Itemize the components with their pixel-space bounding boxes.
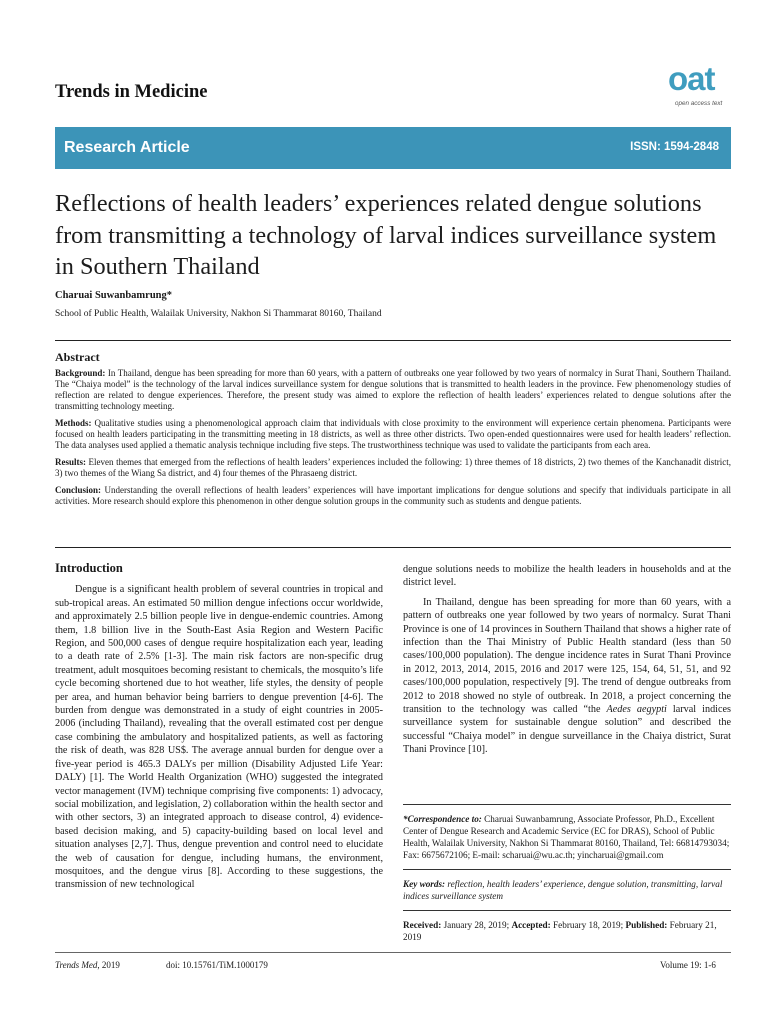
footer-journal-abbr: Trends Med xyxy=(55,960,98,970)
abstract-conclusion xyxy=(55,485,731,507)
intro-p3-species: Aedes aegypti xyxy=(606,704,667,716)
article-type-banner xyxy=(55,127,731,169)
footer-volume: Volume 19: 1-6 xyxy=(660,960,716,970)
footer-year: , 2019 xyxy=(97,960,120,970)
keywords xyxy=(403,878,731,902)
author-name: Charuai Suwanbamrung* xyxy=(55,290,172,301)
abstract-background xyxy=(55,368,731,412)
journal-title: Trends in Medicine xyxy=(55,82,208,102)
divider-abstract xyxy=(55,547,731,548)
keywords-label: Key words: xyxy=(403,879,446,889)
methods-label: Methods: xyxy=(55,418,92,428)
publisher-logo[interactable] xyxy=(668,60,734,110)
abstract-results xyxy=(55,457,731,479)
issn-label: ISSN: 1594-2848 xyxy=(630,141,719,153)
correspondence-text: Charuai Suwanbamrung, Associate Professor, Ph.D., Excellent Center of Dengue Research and Academic Service (EC for DRAS), School of Public Health, Walailak University, Nakhon Si Thammarat 80160, Thailand, Tel: 66814793034; Fax: 6675672106; E-mail: scharuai@wu.ac.th; yincharuai@gmail.com xyxy=(403,814,730,860)
article-type-label: Research Article xyxy=(64,139,190,156)
introduction-heading: Introduction xyxy=(55,561,123,575)
logo-subtitle: open access text xyxy=(675,100,723,107)
intro-p3-after: larval indices surveillance system for sustainable dengue solution” and described the successful “Chaiya model” in dengue surveillance in the Chaiya district, Surat Thani Province [10]. xyxy=(403,704,732,756)
correspondence-label: *Correspondence to: xyxy=(403,814,482,824)
methods-text: Qualitative studies using a phenomenological approach claim that individuals with close proximity to the environment will experience certain phenomena. Participants were focused on health leaders participating in the transmitting meeting in 18 districts, as well as three other districts. Two open-ended questionnaires were used for health leaders’ reflection. The data analyses used applied a thematic analysis technique including five steps. The trustworthiness technique was used to validate the participants from each area. xyxy=(55,418,732,450)
conclusion-label: Conclusion: xyxy=(55,485,102,495)
intro-paragraph-3 xyxy=(403,596,731,757)
abstract-heading: Abstract xyxy=(55,350,100,364)
background-label: Background: xyxy=(55,368,106,378)
introduction-right-column xyxy=(403,563,731,757)
divider-top xyxy=(55,340,731,341)
received-label: Received: xyxy=(403,920,442,930)
keywords-text: reflection, health leaders’ experience, dengue solution, transmitting, larval indices surveillance system xyxy=(403,879,723,901)
abstract-section xyxy=(55,352,731,513)
abstract-methods xyxy=(55,418,731,451)
dates-divider xyxy=(403,910,731,911)
results-label: Results: xyxy=(55,457,86,467)
background-text: In Thailand, dengue has been spreading for more than 60 years, with a pattern of outbreaks one year followed by two years of normalcy in Surat Thani, Southern Thailand. The “Chaiya model” is the technology of the larval indices surveillance system for dengue solutions that is transmitted to health leaders in the province. Few phenomenology studies of reflection are related to dengue experiences. Therefore, the present study was aimed to explore the reflection of health leaders’ experiences related to dengue solutions after the transmitting technology meeting. xyxy=(55,368,731,411)
article-dates xyxy=(403,919,731,943)
introduction-left-column xyxy=(55,562,383,892)
accepted-label: Accepted: xyxy=(511,920,551,930)
footer-doi[interactable]: doi: 10.15761/TiM.1000179 xyxy=(166,960,268,970)
correspondence-box xyxy=(403,804,731,951)
keywords-divider xyxy=(403,869,731,870)
conclusion-text: Understanding the overall reflections of health leaders’ experiences will have important implications for dengue solutions and specify that individuals participate in all activities. More research should explore this phenomenon in other dengue solution groups in the community such as students and dengue patients. xyxy=(55,485,731,506)
footer-divider xyxy=(55,952,731,953)
intro-p3-before: In Thailand, dengue has been spreading for more than 60 years, with a pattern of outbreaks one year followed by two years of normalcy. Surat Thani Province is one of 14 provinces in Southern Thailand that shows a higher rate of infection than the Thai Ministry of Public Health standard (less than 50 cases/100,000 population). The dengue incidence rates in Surat Thani Province in 2012, 2013, 2014, 2015, 2016 and 2017 were 125, 154, 64, 51, 51, and 92 cases/100,000 population, respectively [9]. The trend of dengue outbreaks from 2012 to 2018 showed no style of outbreak. In 2018, a project concerning the transition to the technology was called “the xyxy=(403,596,731,716)
intro-paragraph-1: Dengue is a significant health problem of several countries in tropical and sub-tropical areas. An estimated 50 million dengue infections occur worldwide, and approximately 2.5 billion people live in dengue-endemic countries. Among them, 1.8 billion live in the South-East Asia Region and Western Pacific Region, and 500,000 cases of dengue require hospitalization each year, leading to a death rate of 2.5% [1-3]. The main risk factors are non-specific drug treatment, adult mosquitoes becoming resistant to chemicals, the mosquito’s life cycle becoming shortened due to hot weather, life styles, the density of people per area, and human behavior being barriers to dengue prevention [4-6]. The burden from dengue was demonstrated in a study of eight countries in 2005-2006 (including Thailand), revealing that the overall estimated cost per dengue case combining the ambulatory and hospitalized patients, as well as factoring the risk of death, was 828 US$. The average annual burden for dengue over a five-year period is 465.3 DALYs per million (Disability Adjusted Life Year: DALY) [1]. The World Health Organization (WHO) suggested the integrated vector management (IVM) technique comprising five components: 1) advocacy, social mobilization, and legislation, 2) collaboration within the health sector and with other sectors, 3) an integrated approach to disease control, 4) evidence-based decision making, and 5) capacity-building based on local level and situation analyses [2,7]. Thus, dengue prevention and control need to elucidate the web of causation for dengue, including humans, the environment, mosquitoes, and the dengue virus [8]. According to these suggestions, the transmission of new technological xyxy=(55,584,383,891)
logo-text: oat xyxy=(668,60,715,97)
author-affiliation: School of Public Health, Walailak University, Nakhon Si Thammarat 80160, Thailand xyxy=(55,309,382,319)
received-date: January 28, 2019; xyxy=(441,920,512,930)
correspondence-divider xyxy=(403,804,731,805)
footer-citation xyxy=(55,960,120,970)
article-title: Reflections of health leaders’ experiences related dengue solutions from transmitting a technology of larval indices surveillance system in Southern Thailand xyxy=(55,190,717,280)
correspondence-info xyxy=(403,813,731,861)
published-date: February 21, 2019 xyxy=(403,920,717,942)
published-label: Published: xyxy=(625,920,668,930)
intro-paragraph-2: dengue solutions needs to mobilize the health leaders in households and at the district level. xyxy=(403,564,731,589)
results-text: Eleven themes that emerged from the reflections of health leaders’ experiences included the following: 1) three themes of 18 districts, 2) two themes of the Kanchanadit district, 3) two themes of the Wiang Sa district, and 4) four themes of the Phrasaeng district. xyxy=(55,457,732,478)
accepted-date: February 18, 2019; xyxy=(550,920,626,930)
